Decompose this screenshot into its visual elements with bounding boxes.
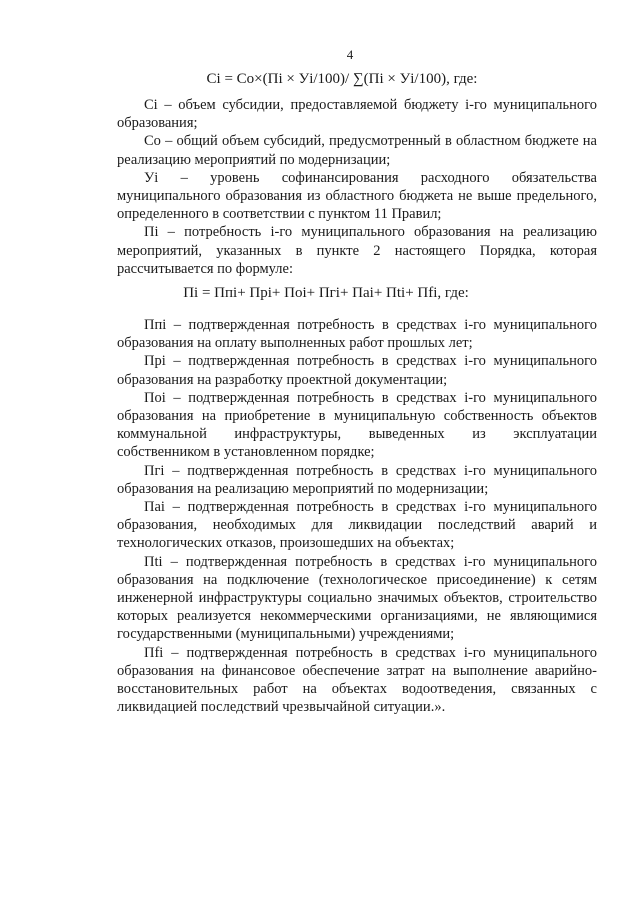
need-formula: Пi = Ппi+ Прi+ Поi+ Пгi+ Паi+ Пti+ Пfi, где: <box>183 285 469 301</box>
definition-co: Co – общий объем субсидий, предусмотренный в областном бюджете на реализацию мероприятий по модернизации; <box>117 133 597 168</box>
definition-pri: Прi – подтвержденная потребность в средствах i-го муниципального образования на разработку проектной документации; <box>117 353 597 388</box>
definition-pgi: Пгi – подтвержденная потребность в средствах i-го муниципального образования на реализацию мероприятий по модернизации; <box>117 462 597 497</box>
definition-pfi: Пfi – подтвержденная потребность в средствах i-го муниципального образования на финансовое обеспечение затрат на выполнение аварийно-восстановительных работ на объектах водоотведения, связанных с ликвидацией последствий чрезвычайной ситуации.». <box>117 644 597 716</box>
definition-poi: Поi – подтвержденная потребность в средствах i-го муниципального образования на приобретение в муниципальную собственность объектов коммунальной инфраструктуры, выведенных из эксплуатации собственником в установленном порядке; <box>117 389 597 461</box>
subsidy-formula: Ci = Co×(Пi × Уi/100)/ ∑(Пi × Уi/100), где: <box>206 71 478 87</box>
definitions-block-1 <box>117 96 597 278</box>
definition-pai: Паi – подтвержденная потребность в средствах i-го муниципального образования, необходимых для ликвидации последствий аварий и технологических отказов, произошедших на объектах; <box>117 499 597 552</box>
definitions-block-2 <box>117 316 597 716</box>
definition-pti: Пti – подтвержденная потребность в средствах i-го муниципального образования на подключение (технологическое присоединение) к сетям инженерной инфраструктуры социально значимых объектов, строительство которых реализуется некоммерческими организациями, не являющимися государственными (муниципальными) учреждениями; <box>117 553 597 643</box>
definition-ui: Уi – уровень софинансирования расходного обязательства муниципального образования из областного бюджета не выше предельного, определенного в соответствии с пунктом 11 Правил; <box>117 169 597 223</box>
definition-pi: Пi – потребность i-го муниципального образования на реализацию мероприятий, указанных в пункте 2 настоящего Порядка, которая рассчитывается по формуле: <box>117 224 597 277</box>
page-number: 4 <box>346 47 354 62</box>
definition-ppi: Ппi – подтвержденная потребность в средствах i-го муниципального образования на оплату выполненных работ прошлых лет; <box>117 317 597 352</box>
definition-ci: Ci – объем субсидии, предоставляемой бюджету i-го муниципального образования; <box>117 97 597 132</box>
